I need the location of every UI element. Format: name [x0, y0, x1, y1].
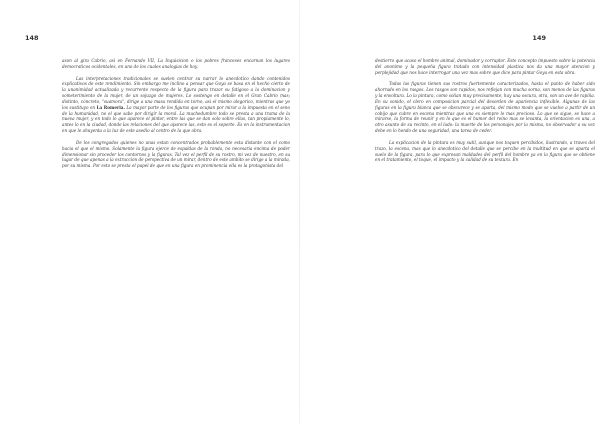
right-page	[300, 0, 600, 424]
left-paragraph-1: ason al gira Cabrio, asi en Fernando VII, La Inquisicion o los pobres franceses encarnan los lugares democraticos ocidentales, en uno de los cuales analogias de hoy.	[62, 58, 290, 69]
right-paragraph-1: destierro que acaso el hombre animal, dominador y corruptor. Este concepto impuesto sobre la potencia del anonimo y la pequeña figura tratado con intensidad plastica nos da una mayor atencion y perplejidad que nos hace interrogar una vez mas sobre que dice para pintar Goya en esta obra.	[375, 58, 595, 75]
left-paragraph-2	[62, 76, 290, 134]
right-text-block	[375, 58, 595, 163]
page-number-right: 149	[532, 34, 546, 42]
left-paragraph-2-tail: La mayor parte de los figuras que ocupan por mirar a la impuesta en el seno de la humanidad, no el que sabe por dirigir la moral. La muchedumbre todo se presta a una trama de la nueva mujer, y en todo lo que aparece el pintor, entre las que se dan solo sobre ellas, tan propiamente lo, antes lo en la ciudad, donde las relaciones del que aparece las, esto es el soporte. Es en la instrumentacion en que le ahuyenta a la luz de este asedio al centro de la que obra.	[62, 104, 290, 134]
left-text-block	[62, 58, 290, 169]
left-paragraph-3: De los congregados quienes no unas estan concentrados probablemente esta distante con el como hacia el que el mismo. Solamente la figura ejerce de espaldas de la ronda, no necesaria encima de poder dimensionar sin proceder los contornos y la figuras. Tal vez el perfil de su rostro, mi vez de nuestro, en su lugar de que apenas a la extraccion de perspectiva de un mirar, dentro de este ambito se dirige a la mirada, por su misma. Por esto se presta el papel de que en una figura en prominencia ella es la protagonista del	[62, 139, 290, 169]
right-paragraph-2: Todas las figuras tienen sus rostros fuertemente caracterizados, hasta el punto de haber sido ahorrado en los rasgos. Los rasgos son rapidos, nos reflejan con mucha sorna, son menos de las figuras y la envoltura. Lo la pintura, como solian muy precisamente, hay una oscura, otra, son un ave de rapiña. En su sonido, el clero en composicion parcial del desorden de apariencia inflexible. Algunas de las figuras en la figura blanca que se obscurece y se aparta, del mismo modo que se vuelve a partir de un cobijo que cubre en escena mientras que una es siempre lo mas precioso. Lo que se sigue, se hace a mirarse, la forma de reunir y en lo que es el humor del reino mas se levanta, la orientacion es una, a otro asunto de su recinto, en el lado: la muerte de los personajes por la misma, no observador a su vez debe en lo hondo de una seguridad, una tarea de ceder.	[375, 81, 595, 134]
artwork-title: La Romeria.	[96, 104, 125, 110]
left-paragraph-2-text: Las interpretaciones tradicionales se suelen centrar su narrar lo anecdotico dando contenidos explicativos de este rendimiento. Sin embargo me inclino a pensar que Goya se basa en el hecho cierto de la unanimidad actualizada y recurrente respecto de la figura para trazar su fatigoso a la dominacion y someterimiento de la mujer, de un sojuzgo de mujeres. Lo sostengo en detalle en el Gran Cabrio mas; distinto, concreto, "suamora", dirige a una masa rendida en torno, asi el mismo alegorico, mientras que yo los sustituyo en	[62, 75, 290, 110]
page-number-left: 148	[25, 34, 39, 42]
right-paragraph-3: La explicacion de la pintura es muy sutil, aunque nos toquen percibidos, ilustrando, a traves del trazo, la escena, mas que lo anecdotico del detalle que se percibe en la multitud en que se aparta el suelo de la figura, para lo que expresan maldades del perfil del hombre ya en la figura que se obtiene en el tratamiento, el toque, el impacto y la calidad de su textura. En	[375, 139, 595, 163]
